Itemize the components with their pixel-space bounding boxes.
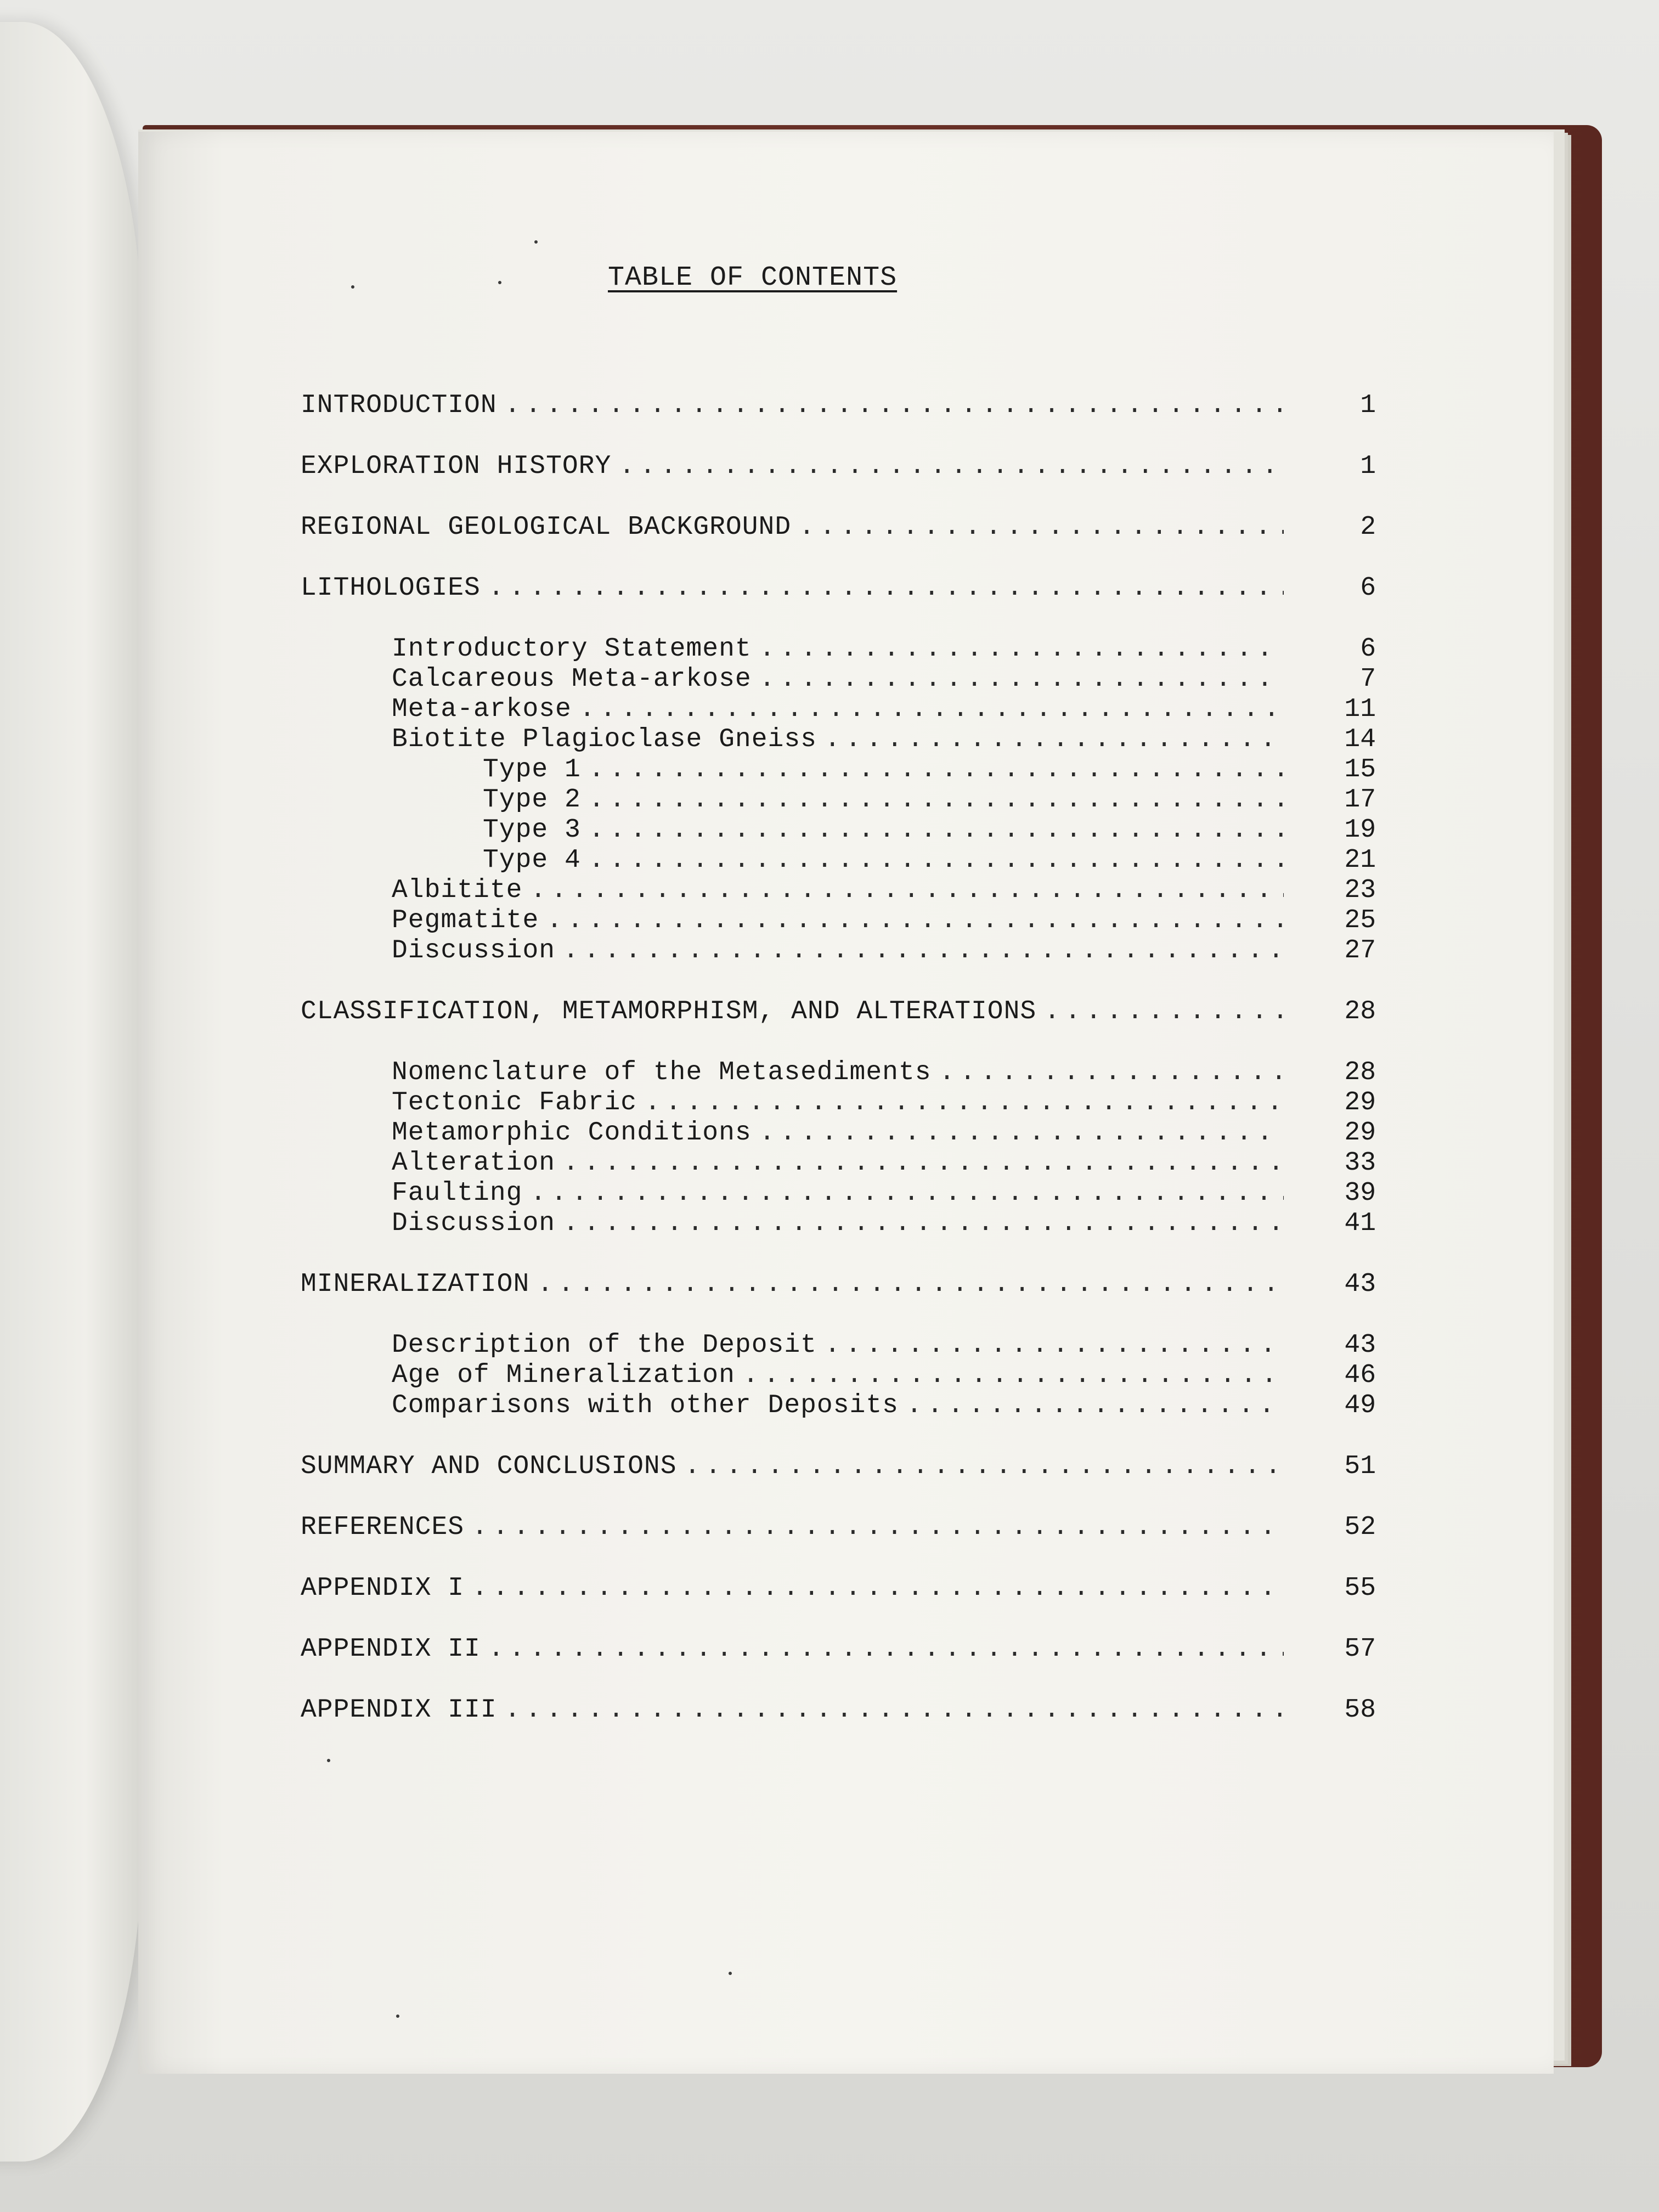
toc-entry-page: 23 [1344, 876, 1376, 905]
leader-dots [939, 1058, 1284, 1087]
toc-subsubentry [301, 785, 1376, 815]
toc-entry-label: Type 4 [483, 845, 581, 875]
toc-subentry [301, 1058, 1376, 1088]
toc-entry-page: 15 [1344, 755, 1376, 785]
toc-entry-page: 7 [1360, 664, 1376, 694]
leader-dots [530, 1178, 1284, 1208]
leader-dots [906, 1391, 1284, 1420]
left-page-curl [0, 22, 143, 2162]
toc-subentry [301, 1148, 1376, 1178]
toc-entry-label: Description of the Deposit [392, 1330, 817, 1360]
leader-dots [645, 1088, 1284, 1118]
section-gap [301, 1421, 1376, 1452]
toc-entry-label: Nomenclature of the Metasediments [392, 1058, 932, 1087]
leader-dots [1044, 997, 1284, 1026]
toc-entry-page: 11 [1344, 695, 1376, 724]
toc-entry-label: APPENDIX I [301, 1573, 465, 1603]
toc-entry-label: MINERALIZATION [301, 1269, 530, 1299]
toc-entry-label: APPENDIX III [301, 1695, 497, 1725]
toc-subentry [301, 876, 1376, 906]
leader-dots [563, 1209, 1284, 1238]
toc-entry-page: 52 [1344, 1513, 1376, 1542]
leader-dots [759, 1118, 1284, 1148]
toc-entry-label: Tectonic Fabric [392, 1088, 637, 1118]
toc-entry-label: Type 1 [483, 755, 581, 785]
toc-subsubentry [301, 815, 1376, 845]
toc-entry-label: APPENDIX II [301, 1634, 481, 1664]
toc-entry-label: Alteration [392, 1148, 556, 1178]
toc-subentry [301, 664, 1376, 695]
toc-entry-label: Type 2 [483, 785, 581, 815]
toc-entry [301, 1269, 1376, 1330]
toc-entry-page: 57 [1344, 1634, 1376, 1664]
table-of-contents [301, 391, 1376, 1756]
toc-entry [301, 997, 1376, 1058]
toc-entry-page: 28 [1344, 997, 1376, 1026]
toc-subentry [301, 634, 1376, 664]
toc-entry-page: 14 [1344, 725, 1376, 754]
toc-entry-label: CLASSIFICATION, METAMORPHISM, AND ALTERATIONS [301, 997, 1037, 1026]
toc-entry-label: Discussion [392, 1209, 556, 1238]
toc-entry [301, 1695, 1376, 1756]
toc-entry-page: 43 [1344, 1269, 1376, 1299]
leader-dots [743, 1361, 1284, 1390]
toc-entry [301, 1634, 1376, 1695]
paper-speck [498, 281, 501, 284]
section-gap [301, 1239, 1376, 1269]
toc-entry-page: 6 [1360, 573, 1376, 603]
toc-entry-label: Discussion [392, 936, 556, 966]
toc-subentry [301, 1330, 1376, 1361]
toc-entry-page: 58 [1344, 1695, 1376, 1725]
toc-subentry [301, 1178, 1376, 1209]
toc-subentry [301, 695, 1376, 725]
paper-speck [327, 1759, 330, 1762]
leader-dots [579, 695, 1284, 724]
toc-subentry [301, 936, 1376, 966]
toc-entry-page: 29 [1344, 1088, 1376, 1118]
leader-dots [799, 512, 1284, 542]
toc-entry-page: 46 [1344, 1361, 1376, 1390]
toc-entry-label: Biotite Plagioclase Gneiss [392, 725, 817, 754]
leader-dots [589, 755, 1284, 785]
toc-subsubentry [301, 755, 1376, 785]
leader-dots [505, 391, 1284, 420]
toc-entry-label: EXPLORATION HISTORY [301, 452, 612, 481]
leader-dots [472, 1513, 1284, 1542]
leader-dots [589, 785, 1284, 815]
toc-entry-label: REGIONAL GEOLOGICAL BACKGROUND [301, 512, 792, 542]
toc-subentry [301, 1391, 1376, 1421]
section-gap [301, 966, 1376, 997]
leader-dots [472, 1573, 1284, 1603]
toc-entry-page: 28 [1344, 1058, 1376, 1087]
leader-dots [563, 936, 1284, 966]
leader-dots [825, 725, 1284, 754]
toc-entry-page: 25 [1344, 906, 1376, 935]
toc-entry-label: Age of Mineralization [392, 1361, 735, 1390]
toc-entry-page: 17 [1344, 785, 1376, 815]
toc-entry-label: Calcareous Meta-arkose [392, 664, 752, 694]
toc-entry-page: 39 [1344, 1178, 1376, 1208]
leader-dots [563, 1148, 1284, 1178]
toc-entry [301, 452, 1376, 512]
toc-entry-page: 2 [1360, 512, 1376, 542]
toc-entry-label: LITHOLOGIES [301, 573, 481, 603]
toc-entry-label: REFERENCES [301, 1513, 465, 1542]
leader-dots [488, 573, 1284, 603]
leader-dots [589, 845, 1284, 875]
toc-subentry [301, 725, 1376, 755]
toc-subentry [301, 1088, 1376, 1118]
toc-entry [301, 1452, 1376, 1513]
toc-entry [301, 573, 1376, 634]
leader-dots [619, 452, 1284, 481]
toc-entry-label: Introductory Statement [392, 634, 752, 664]
toc-entry-page: 55 [1344, 1573, 1376, 1603]
toc-entry-page: 1 [1360, 391, 1376, 420]
toc-entry [301, 1513, 1376, 1573]
toc-entry-page: 6 [1360, 634, 1376, 664]
leader-dots [488, 1634, 1284, 1664]
toc-entry-label: Pegmatite [392, 906, 539, 935]
toc-subentry [301, 1361, 1376, 1391]
toc-entry-page: 21 [1344, 845, 1376, 875]
page-title: TABLE OF CONTENTS [608, 262, 898, 294]
toc-entry-label: Faulting [392, 1178, 523, 1208]
toc-entry-label: SUMMARY AND CONCLUSIONS [301, 1452, 677, 1481]
leader-dots [759, 634, 1284, 664]
leader-dots [537, 1269, 1284, 1299]
toc-entry-page: 49 [1344, 1391, 1376, 1420]
leader-dots [589, 815, 1284, 845]
leader-dots [825, 1330, 1284, 1360]
toc-entry-page: 27 [1344, 936, 1376, 966]
toc-entry-label: Type 3 [483, 815, 581, 845]
toc-entry-label: Albitite [392, 876, 523, 905]
toc-entry [301, 1573, 1376, 1634]
toc-entry [301, 512, 1376, 573]
toc-entry-page: 29 [1344, 1118, 1376, 1148]
toc-subentry [301, 1118, 1376, 1148]
toc-entry-label: Metamorphic Conditions [392, 1118, 752, 1148]
paper-speck [351, 285, 354, 289]
toc-entry [301, 391, 1376, 452]
toc-entry-page: 19 [1344, 815, 1376, 845]
leader-dots [546, 906, 1284, 935]
toc-entry-page: 41 [1344, 1209, 1376, 1238]
toc-entry-label: Meta-arkose [392, 695, 572, 724]
leader-dots [505, 1695, 1284, 1725]
leader-dots [530, 876, 1284, 905]
toc-subsubentry [301, 845, 1376, 876]
toc-subentry [301, 1209, 1376, 1239]
paper-speck [729, 1972, 732, 1975]
leader-dots [759, 664, 1284, 694]
toc-entry-label: Comparisons with other Deposits [392, 1391, 899, 1420]
toc-entry-page: 1 [1360, 452, 1376, 481]
toc-entry-label: INTRODUCTION [301, 391, 497, 420]
paper-speck [396, 2015, 399, 2018]
toc-subentry [301, 906, 1376, 936]
toc-entry-page: 51 [1344, 1452, 1376, 1481]
paper-speck [534, 240, 538, 244]
toc-entry-page: 43 [1344, 1330, 1376, 1360]
leader-dots [685, 1452, 1284, 1481]
toc-entry-page: 33 [1344, 1148, 1376, 1178]
